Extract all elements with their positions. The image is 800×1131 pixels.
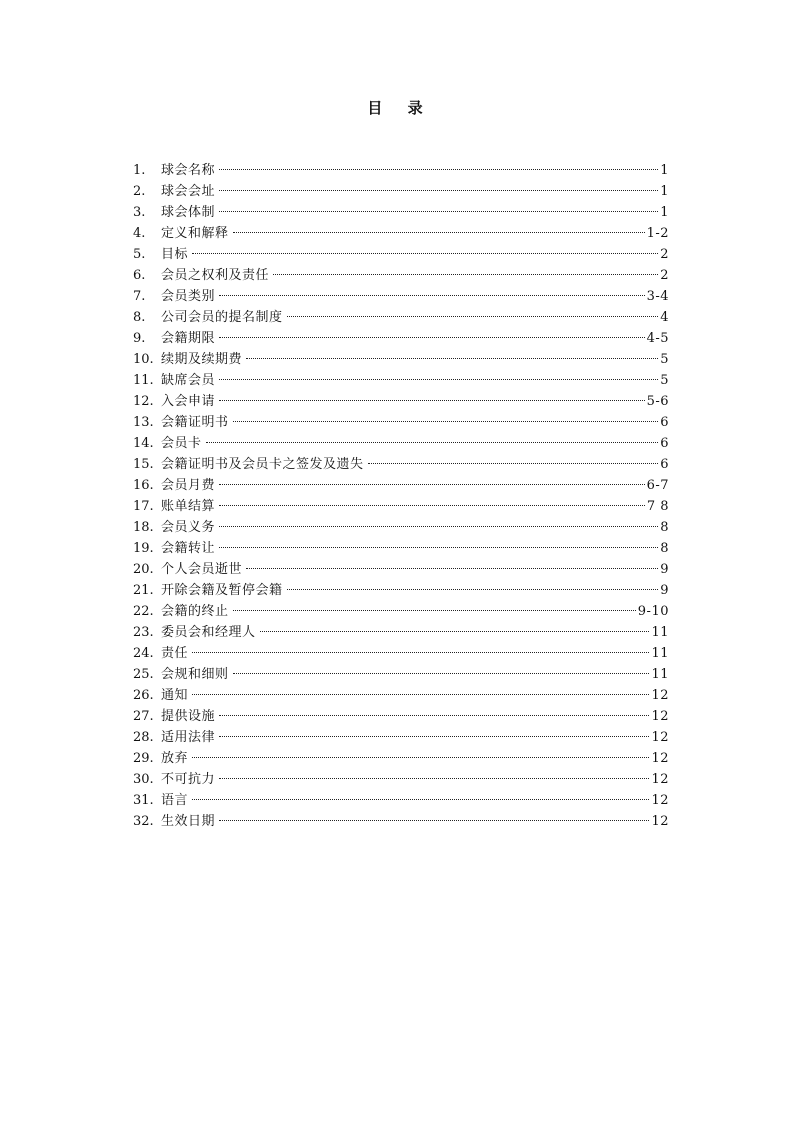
- toc-entry-number: 30.: [133, 772, 154, 787]
- toc-entry-label: 目标: [161, 247, 189, 262]
- toc-entry-label: 账单结算: [161, 499, 216, 514]
- toc-entry-number: 19.: [133, 541, 154, 556]
- toc-dot-leader: [219, 778, 649, 779]
- toc-dot-leader: [233, 610, 636, 611]
- toc-entry-number: 27.: [133, 709, 154, 724]
- toc-entry-number: 4.: [133, 226, 146, 241]
- toc-entry: [133, 727, 669, 748]
- toc-entry-label: 球会体制: [161, 205, 216, 220]
- toc-dot-leader: [287, 589, 659, 590]
- toc-entry-page: 2: [660, 247, 669, 262]
- toc-entry-label: 会籍证明书及会员卡之签发及遗失: [161, 457, 364, 472]
- toc-entry-page: 6: [660, 457, 669, 472]
- toc-entry-label: 会籍的终止: [161, 604, 229, 619]
- toc-entry: [133, 643, 669, 664]
- toc-entry-page: 6: [660, 415, 669, 430]
- toc-dot-leader: [287, 316, 659, 317]
- toc-entry-label: 语言: [161, 793, 189, 808]
- toc-entry-page: 12: [651, 814, 669, 829]
- page-title: 目 录: [367, 99, 433, 117]
- toc-entry-label: 入会申请: [161, 394, 216, 409]
- toc-entry-number: 14.: [133, 436, 154, 451]
- toc-entry: [133, 475, 669, 496]
- toc-entry-page: 9: [660, 583, 669, 598]
- toc-entry-label: 公司会员的提名制度: [161, 310, 283, 325]
- toc-entry-number: 21.: [133, 583, 154, 598]
- toc-entry-number: 12.: [133, 394, 154, 409]
- toc-entry-label: 会员之权利及责任: [161, 268, 270, 283]
- toc-entry: [133, 223, 669, 244]
- toc-entry-number: 16.: [133, 478, 154, 493]
- toc-entry-page: 5-6: [646, 394, 669, 409]
- toc-entry-page: 12: [651, 730, 669, 745]
- toc-entry-page: 6: [660, 436, 669, 451]
- toc-entry-label: 会员义务: [161, 520, 216, 535]
- toc-entry-page: 12: [651, 709, 669, 724]
- toc-entry-label: 缺席会员: [161, 373, 216, 388]
- toc-entry: [133, 790, 669, 811]
- toc-entry-number: 6.: [133, 268, 146, 283]
- toc-entry-page: 7 8: [646, 499, 669, 514]
- toc-entry-page: 8: [660, 520, 669, 535]
- toc-dot-leader: [233, 232, 645, 233]
- toc-entry-number: 7.: [133, 289, 146, 304]
- toc-entry: [133, 559, 669, 580]
- toc-entry-label: 会规和细则: [161, 667, 229, 682]
- toc-entry-number: 17.: [133, 499, 154, 514]
- toc-entry: [133, 601, 669, 622]
- toc-entry: [133, 328, 669, 349]
- toc-dot-leader: [260, 631, 650, 632]
- toc-entry: [133, 685, 669, 706]
- toc-entry-label: 通知: [161, 688, 189, 703]
- toc-entry-page: 11: [651, 646, 669, 661]
- toc-entry-label: 会籍期限: [161, 331, 216, 346]
- toc-entry: [133, 769, 669, 790]
- toc-entry: [133, 265, 669, 286]
- toc-entry: [133, 307, 669, 328]
- toc-entry: [133, 748, 669, 769]
- toc-entry: [133, 538, 669, 559]
- toc-dot-leader: [192, 757, 649, 758]
- toc-entry-page: 11: [651, 625, 669, 640]
- toc-entry-label: 个人会员逝世: [161, 562, 243, 577]
- toc-dot-leader: [219, 526, 658, 527]
- toc-entry-number: 8.: [133, 310, 146, 325]
- toc-entry-label: 会籍证明书: [161, 415, 229, 430]
- toc-entry-page: 6-7: [646, 478, 669, 493]
- toc-entry-number: 24.: [133, 646, 154, 661]
- toc-entry-label: 会员卡: [161, 436, 202, 451]
- toc-entry-page: 12: [651, 793, 669, 808]
- toc-entry-page: 8: [660, 541, 669, 556]
- toc-entry-page: 12: [651, 772, 669, 787]
- toc-entry: [133, 181, 669, 202]
- toc-dot-leader: [219, 337, 645, 338]
- toc-entry: [133, 664, 669, 685]
- toc-dot-leader: [219, 190, 658, 191]
- toc-entry-page: 5: [660, 373, 669, 388]
- toc-entry: [133, 433, 669, 454]
- toc-dot-leader: [219, 547, 658, 548]
- toc-entry-number: 31.: [133, 793, 154, 808]
- toc-entry: [133, 517, 669, 538]
- toc-entry-number: 11.: [133, 373, 154, 388]
- toc-entry-number: 32.: [133, 814, 154, 829]
- toc-entry-number: 5.: [133, 247, 146, 262]
- toc-dot-leader: [219, 400, 645, 401]
- toc-entry-page: 4: [660, 310, 669, 325]
- toc-entry-number: 28.: [133, 730, 154, 745]
- toc-entry-page: 9: [660, 562, 669, 577]
- toc-entry-label: 会员类别: [161, 289, 216, 304]
- toc-entry-label: 会员月费: [161, 478, 216, 493]
- toc-entry-label: 适用法律: [161, 730, 216, 745]
- toc-dot-leader: [273, 274, 658, 275]
- toc-entry: [133, 391, 669, 412]
- toc-entry-label: 生效日期: [161, 814, 216, 829]
- toc-dot-leader: [219, 295, 645, 296]
- toc-entry-label: 定义和解释: [161, 226, 229, 241]
- toc-entry-label: 续期及续期费: [161, 352, 243, 367]
- toc-entry-label: 球会名称: [161, 163, 216, 178]
- toc-dot-leader: [246, 358, 658, 359]
- toc-entry: [133, 706, 669, 727]
- toc-entry-number: 2.: [133, 184, 146, 199]
- toc-dot-leader: [368, 463, 659, 464]
- toc-dot-leader: [233, 673, 650, 674]
- toc-dot-leader: [219, 484, 645, 485]
- toc-dot-leader: [219, 505, 645, 506]
- toc-entry: [133, 454, 669, 475]
- toc-entry: [133, 349, 669, 370]
- toc-entry: [133, 622, 669, 643]
- toc-entry-number: 15.: [133, 457, 154, 472]
- toc-dot-leader: [192, 253, 658, 254]
- toc-entry-page: 1-2: [646, 226, 669, 241]
- toc-entry-number: 9.: [133, 331, 146, 346]
- toc-dot-leader: [206, 442, 659, 443]
- toc-entry: [133, 811, 669, 832]
- toc-dot-leader: [219, 211, 658, 212]
- toc-dot-leader: [192, 694, 649, 695]
- toc-entry-page: 1: [660, 184, 669, 199]
- toc-entry-page: 3-4: [646, 289, 669, 304]
- toc-dot-leader: [219, 736, 649, 737]
- toc-entry-label: 球会会址: [161, 184, 216, 199]
- toc-entry-page: 5: [660, 352, 669, 367]
- toc-entry-label: 会籍转让: [161, 541, 216, 556]
- toc-entry: [133, 370, 669, 391]
- toc-entry-label: 放弃: [161, 751, 189, 766]
- toc-entry: [133, 202, 669, 223]
- toc-entry: [133, 244, 669, 265]
- toc-entry-page: 2: [660, 268, 669, 283]
- toc-entry: [133, 496, 669, 517]
- toc-entry-number: 20.: [133, 562, 154, 577]
- toc-entry-page: 1: [660, 205, 669, 220]
- toc-entry-page: 12: [651, 751, 669, 766]
- toc-entry: [133, 412, 669, 433]
- toc-entry-page: 4-5: [646, 331, 669, 346]
- toc-entry-label: 委员会和经理人: [161, 625, 256, 640]
- toc-entry-number: 18.: [133, 520, 154, 535]
- toc-entry-number: 3.: [133, 205, 146, 220]
- toc-entry-label: 提供设施: [161, 709, 216, 724]
- toc-entry: [133, 160, 669, 181]
- toc-dot-leader: [219, 715, 649, 716]
- toc-entry-number: 1.: [133, 163, 146, 178]
- toc-entry-number: 25.: [133, 667, 154, 682]
- table-of-contents: [133, 160, 669, 832]
- toc-dot-leader: [233, 421, 659, 422]
- toc-entry-page: 11: [651, 667, 669, 682]
- toc-entry-label: 不可抗力: [161, 772, 216, 787]
- toc-dot-leader: [192, 652, 649, 653]
- toc-entry-page: 1: [660, 163, 669, 178]
- toc-dot-leader: [219, 379, 658, 380]
- toc-dot-leader: [219, 820, 649, 821]
- toc-entry-label: 开除会籍及暂停会籍: [161, 583, 283, 598]
- toc-entry-number: 23.: [133, 625, 154, 640]
- toc-entry-number: 29.: [133, 751, 154, 766]
- toc-entry-page: 9-10: [637, 604, 669, 619]
- toc-dot-leader: [192, 799, 649, 800]
- toc-entry: [133, 286, 669, 307]
- toc-entry-number: 26.: [133, 688, 154, 703]
- toc-entry-number: 22.: [133, 604, 154, 619]
- toc-dot-leader: [246, 568, 658, 569]
- toc-entry-number: 13.: [133, 415, 154, 430]
- toc-entry-label: 责任: [161, 646, 189, 661]
- toc-entry: [133, 580, 669, 601]
- toc-dot-leader: [219, 169, 658, 170]
- toc-entry-number: 10.: [133, 352, 154, 367]
- toc-entry-page: 12: [651, 688, 669, 703]
